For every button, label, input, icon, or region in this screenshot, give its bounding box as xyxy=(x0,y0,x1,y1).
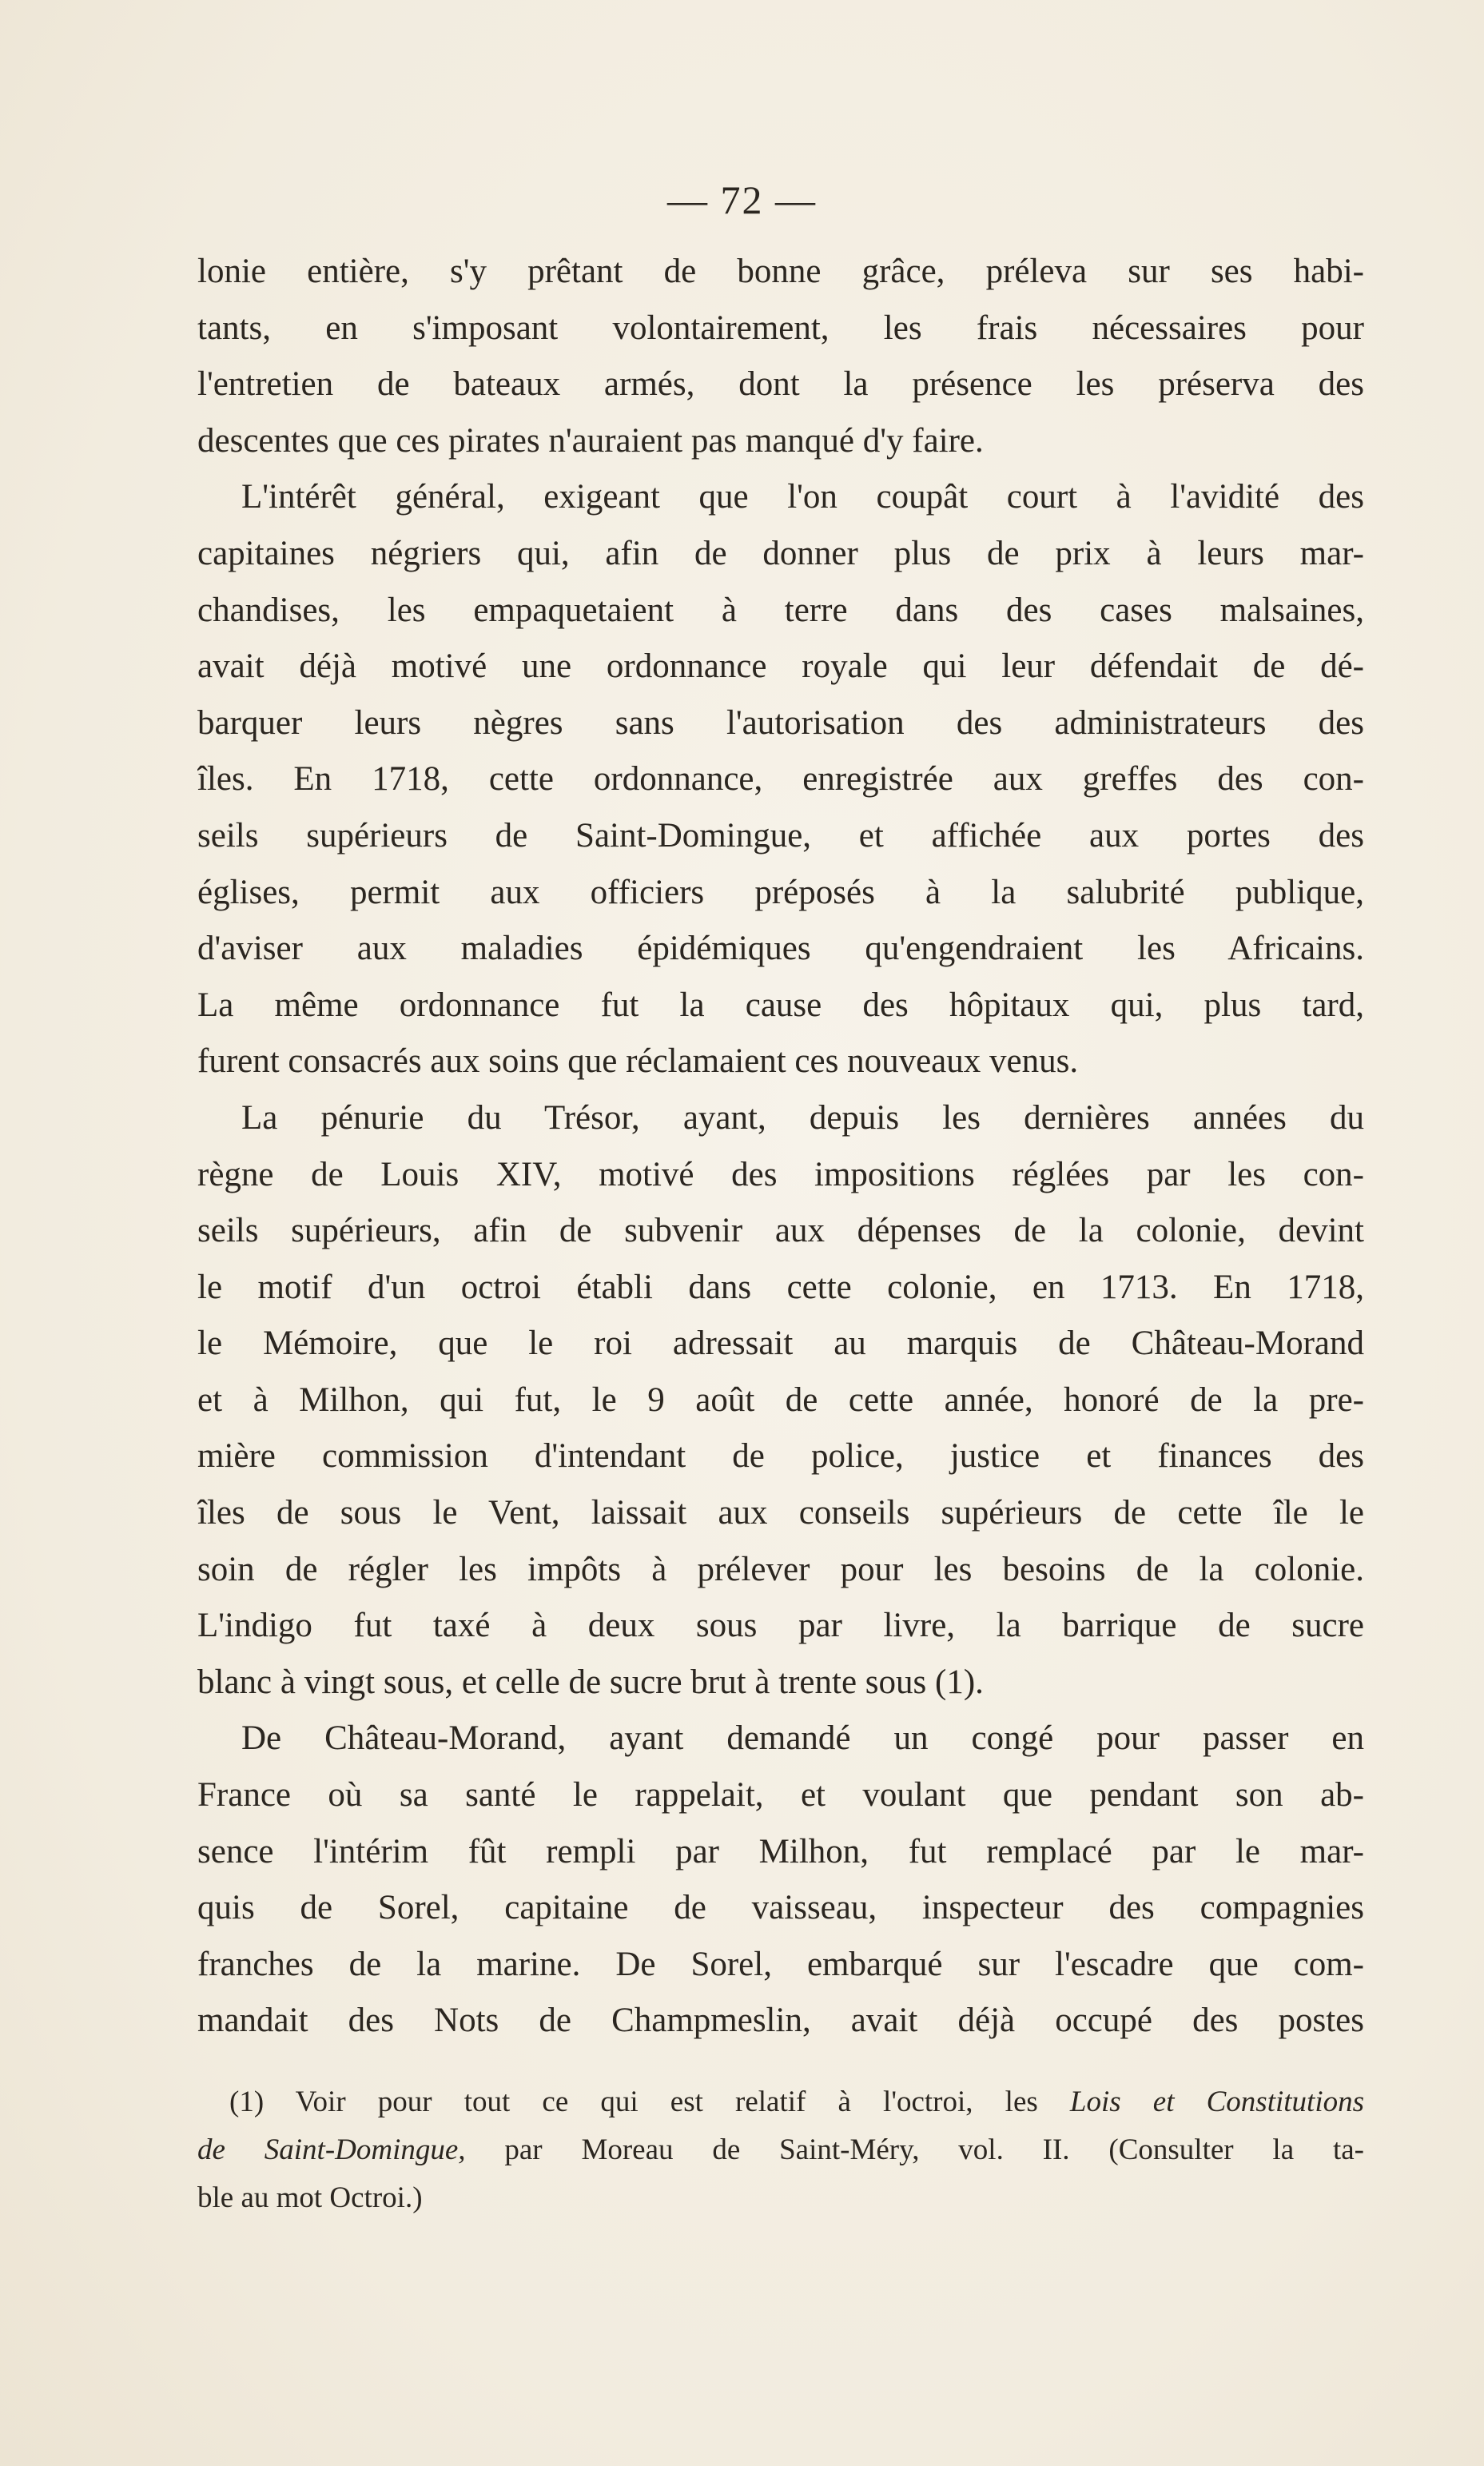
footnote-title: Lois et Constitutions xyxy=(1069,2086,1364,2118)
text-line: le motif d'un octroi établi dans cette colonie, en 1713. En 1718, xyxy=(197,1268,1364,1306)
text-line: avait déjà motivé une ordonnance royale qui leur défendait de dé- xyxy=(197,647,1364,686)
text-line: L'intérêt général, exigeant que l'on coupât court à l'avidité des xyxy=(241,478,1364,516)
text-line: sence l'intérim fût rempli par Milhon, fut remplacé par le mar- xyxy=(197,1832,1364,1870)
text-line: seils supérieurs de Saint-Domingue, et affichée aux portes des xyxy=(197,816,1364,855)
body-text xyxy=(197,244,1364,2050)
footnote-title: de Saint-Domingue, xyxy=(197,2133,466,2166)
text-line: îles de sous le Vent, laissait aux conseils supérieurs de cette île le xyxy=(197,1494,1364,1532)
text-line: blanc à vingt sous, et celle de sucre brut à trente sous (1). xyxy=(197,1663,984,1701)
footnote-line: ble au mot Octroi.) xyxy=(197,2181,423,2214)
text-line: France où sa santé le rappelait, et voulant que pendant son ab- xyxy=(197,1776,1364,1815)
text-line: descentes que ces pirates n'auraient pas manqué d'y faire. xyxy=(197,421,984,460)
footnote-line xyxy=(197,2078,1364,2126)
footnote-text: (1) Voir pour tout ce qui est relatif à l'octroi, les xyxy=(229,2086,1070,2118)
text-line: De Château-Morand, ayant demandé un congé pour passer en xyxy=(241,1719,1364,1758)
text-line: chandises, les empaquetaient à terre dans des cases malsaines, xyxy=(197,591,1364,629)
text-line: et à Milhon, qui fut, le 9 août de cette année, honoré de la pre- xyxy=(197,1380,1364,1419)
text-line: furent consacrés aux soins que réclamaient ces nouveaux venus. xyxy=(197,1042,1079,1081)
text-line: le Mémoire, que le roi adressait au marquis de Château-Morand xyxy=(197,1325,1364,1363)
text-line: La pénurie du Trésor, ayant, depuis les dernières années du xyxy=(241,1098,1364,1137)
text-line: églises, permit aux officiers préposés à la salubrité publique, xyxy=(197,873,1364,911)
text-line: barquer leurs nègres sans l'autorisation des administrateurs des xyxy=(197,703,1364,742)
text-line: quis de Sorel, capitaine de vaisseau, inspecteur des compagnies xyxy=(197,1889,1364,1927)
text-line: L'indigo fut taxé à deux sous par livre, la barrique de sucre xyxy=(197,1607,1364,1645)
text-line: lonie entière, s'y prêtant de bonne grâce, préleva sur ses habi- xyxy=(197,253,1364,290)
text-line: soin de régler les impôts à prélever pour les besoins de la colonie. xyxy=(197,1550,1364,1588)
footnote-text: par Moreau de Saint-Méry, vol. II. (Consulter la ta- xyxy=(465,2133,1364,2166)
text-line: d'aviser aux maladies épidémiques qu'engendraient les Africains. xyxy=(197,930,1364,968)
text-line: îles. En 1718, cette ordonnance, enregistrée aux greffes des con- xyxy=(197,760,1364,799)
text-line: capitaines négriers qui, afin de donner plus de prix à leurs mar- xyxy=(197,534,1364,572)
text-line: règne de Louis XIV, motivé des impositions réglées par les con- xyxy=(197,1155,1364,1193)
text-line: l'entretien de bateaux armés, dont la présence les préserva des xyxy=(197,365,1364,404)
text-line: tants, en s'imposant volontairement, les frais nécessaires pour xyxy=(197,309,1364,347)
text-line: seils supérieurs, afin de subvenir aux dépenses de la colonie, devint xyxy=(197,1212,1364,1250)
footnote-line xyxy=(197,2126,1364,2174)
text-line: La même ordonnance fut la cause des hôpitaux qui, plus tard, xyxy=(197,986,1364,1024)
text-line: mière commission d'intendant de police, justice et finances des xyxy=(197,1437,1364,1476)
text-line: franches de la marine. De Sorel, embarqué sur l'escadre que com- xyxy=(197,1945,1364,1983)
text-line: mandait des Nots de Champmeslin, avait déjà occupé des postes xyxy=(197,2002,1364,2040)
footnote xyxy=(197,2078,1364,2222)
page-number: — 72 — xyxy=(667,177,817,222)
